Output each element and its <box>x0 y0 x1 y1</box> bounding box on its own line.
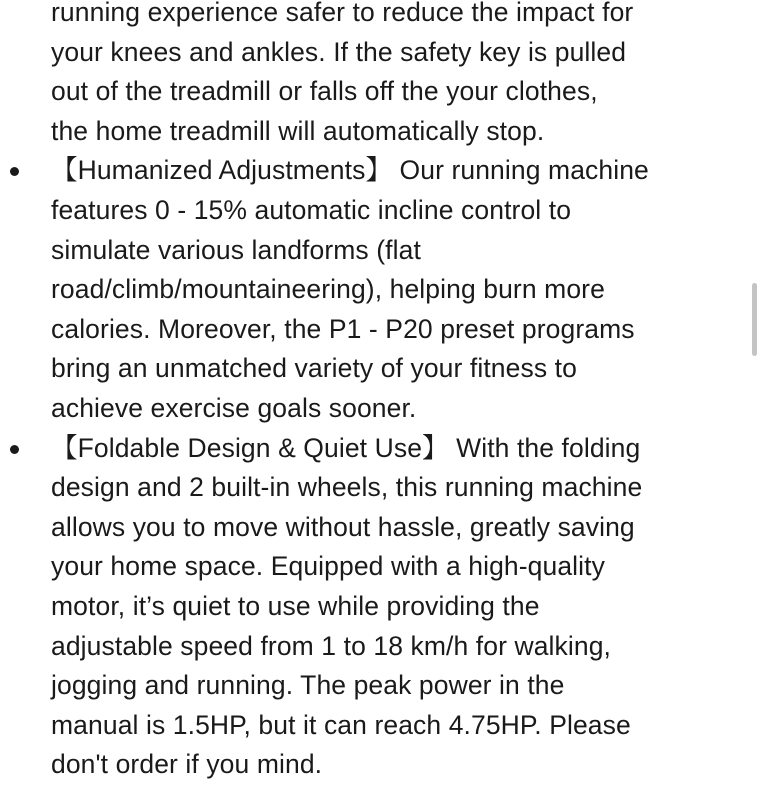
text-line: out of the treadmill or falls off the your clothes, <box>51 76 598 107</box>
text-line: design and 2 built-in wheels, this running machine <box>51 472 643 503</box>
text-line: manual is 1.5HP, but it can reach 4.75HP. Please <box>51 709 631 740</box>
bullet-humanized-adjustments <box>0 151 740 428</box>
text-line: don't order if you mind. <box>51 749 323 780</box>
text-line: running experience safer to reduce the impact for <box>51 0 634 27</box>
bullet-dot-icon <box>10 167 19 176</box>
bullet-dot-icon <box>10 445 19 454</box>
text-line: allows you to move without hassle, greatly saving <box>51 511 635 542</box>
text-line: your home space. Equipped with a high-quality <box>51 551 605 582</box>
text-line: motor, it’s quiet to use while providing the <box>51 590 540 621</box>
text-line: 【Humanized Adjustments】 Our running machine <box>51 155 649 186</box>
text-line: bring an unmatched variety of your fitness to <box>51 353 577 384</box>
text-line: features 0 - 15% automatic incline control to <box>51 194 572 225</box>
text-line: road/climb/mountaineering), helping burn more <box>51 274 605 305</box>
text-line: simulate various landforms (flat <box>51 234 421 265</box>
text-line: 【Foldable Design & Quiet Use】 With the folding <box>51 432 641 463</box>
text-line: the home treadmill will automatically stop. <box>51 115 545 146</box>
text-line: calories. Moreover, the P1 - P20 preset programs <box>51 313 635 344</box>
text-line: your knees and ankles. If the safety key is pulled <box>51 36 627 67</box>
scrollbar-thumb[interactable] <box>752 283 757 356</box>
description-intro <box>0 0 740 151</box>
text-line: achieve exercise goals sooner. <box>51 392 417 423</box>
text-line: jogging and running. The peak power in the <box>51 670 565 701</box>
text-line: adjustable speed from 1 to 18 km/h for walking, <box>51 630 612 661</box>
bullet-foldable-design <box>0 429 740 785</box>
